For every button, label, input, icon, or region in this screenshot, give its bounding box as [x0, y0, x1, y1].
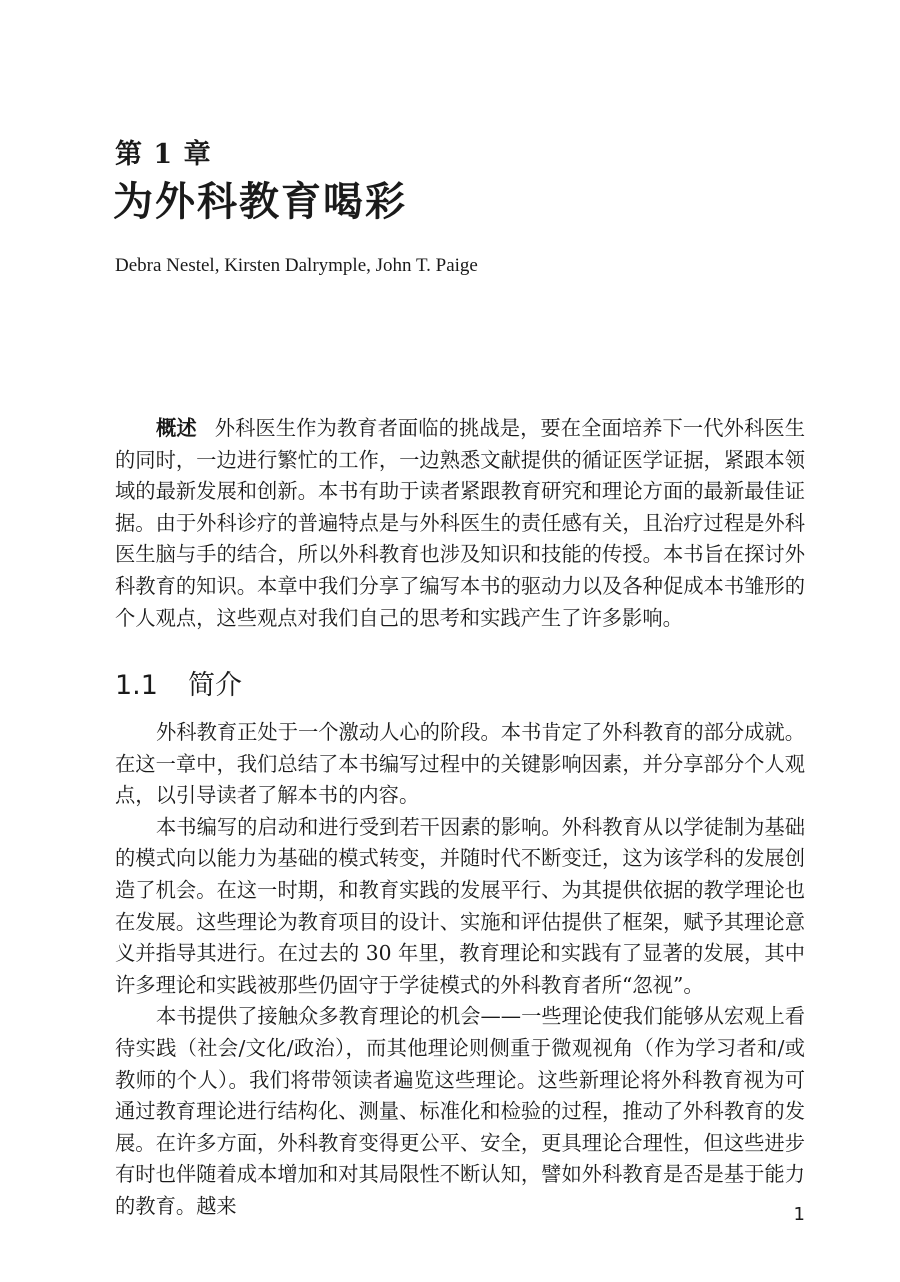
- chapter-authors: Debra Nestel, Kirsten Dalrymple, John T. Paige: [115, 255, 478, 276]
- abstract-paragraph: [115, 413, 805, 634]
- abstract-text: 外科医生作为教育者面临的挑战是，要在全面培养下一代外科医生的同时，一边进行繁忙的工作，一边熟悉文献提供的循证医学证据，紧跟本领域的最新发展和创新。本书有助于读者紧跟教育研究和理论方面的最新最佳证据。由于外科诊疗的普遍特点是与外科医生的责任感有关，且治疗过程是外科医生脑与手的结合，所以外科教育也涉及知识和技能的传授。本书旨在探讨外科教育的知识。本章中我们分享了编写本书的驱动力以及各种促成本书雏形的个人观点，这些观点对我们自己的思考和实践产生了许多影响。: [115, 416, 805, 630]
- section-body: [115, 717, 805, 1223]
- chapter-label: 第 1 章: [115, 139, 212, 170]
- section-heading: [115, 666, 242, 706]
- page-number: 1: [793, 1204, 805, 1225]
- chapter-title: 为外科教育喝彩: [113, 179, 407, 225]
- abstract-label: 概述: [156, 416, 197, 440]
- body-paragraph: 本书编写的启动和进行受到若干因素的影响。外科教育从以学徒制为基础的模式向以能力为基础的模式转变，并随时代不断变迁，这为该学科的发展创造了机会。在这一时期，和教育实践的发展平行、为其提供依据的教学理论也在发展。这些理论为教育项目的设计、实施和评估提供了框架，赋予其理论意义并指导其进行。在过去的 30 年里，教育理论和实践有了显著的发展，其中许多理论和实践被那些仍固守于学徒模式的外科教育者所“忽视”。: [115, 814, 806, 997]
- section-number: 1.1: [115, 670, 158, 701]
- section-title: 简介: [187, 670, 242, 701]
- body-paragraph: 外科教育正处于一个激动人心的阶段。本书肯定了外科教育的部分成就。在这一章中，我们总结了本书编写过程中的关键影响因素，并分享部分个人观点，以引导读者了解本书的内容。: [115, 720, 806, 808]
- body-paragraph: 本书提供了接触众多教育理论的机会——一些理论使我们能够从宏观上看待实践（社会/文化/政治），而其他理论则侧重于微观视角（作为学习者和/或教师的个人）。我们将带领读者遍览这些理论。这些新理论将外科教育视为可通过教育理论进行结构化、测量、标准化和检验的过程，推动了外科教育的发展。在许多方面，外科教育变得更公平、安全，更具理论合理性，但这些进步有时也伴随着成本增加和对其局限性不断认知，譬如外科教育是否是基于能力的教育。越来: [115, 1004, 806, 1218]
